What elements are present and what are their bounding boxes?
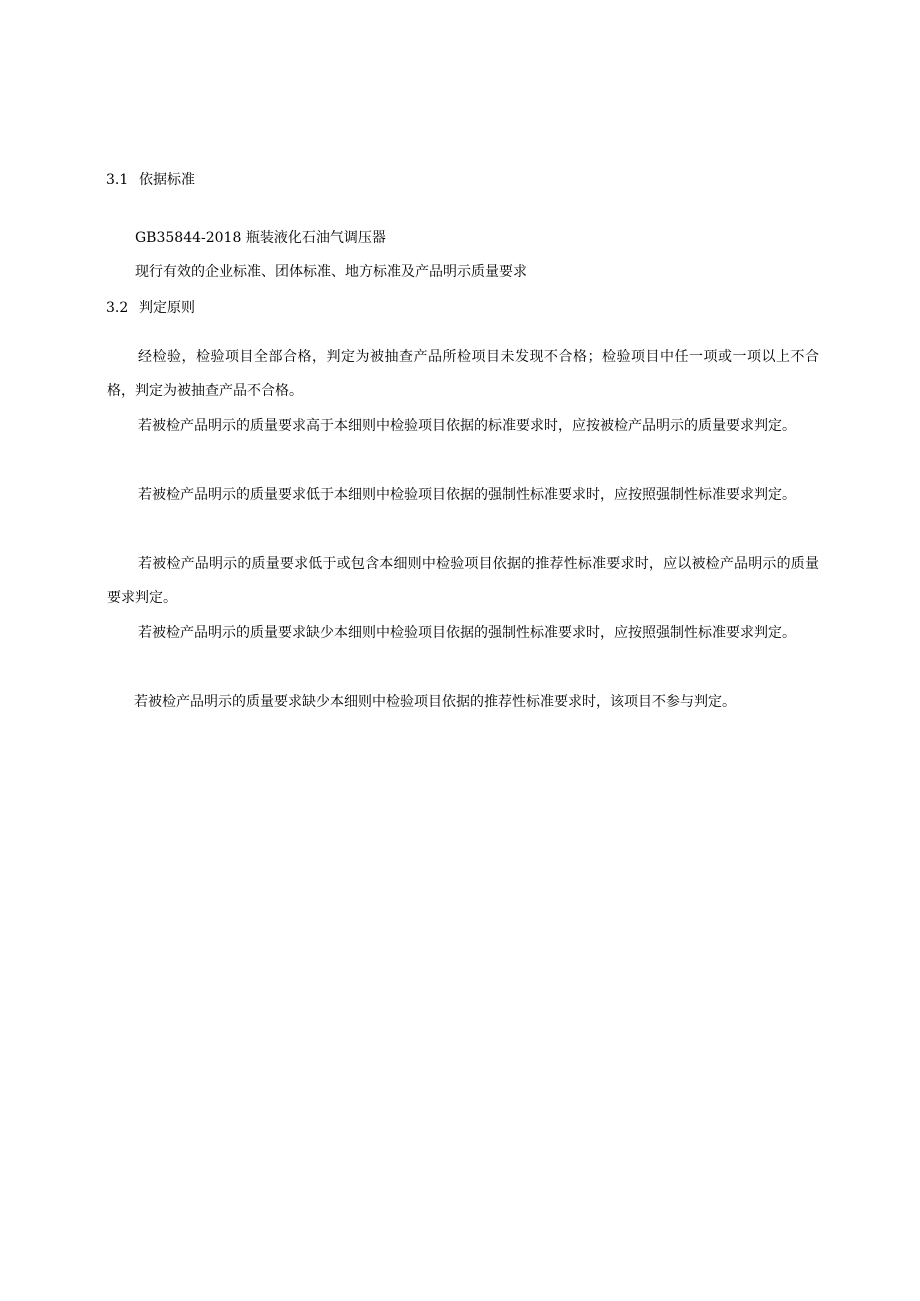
section-title: 依据标准 [139, 172, 195, 188]
standard-item: 现行有效的企业标准、团体标准、地方标准及产品明示质量要求 [135, 264, 527, 280]
judgment-paragraph: 若被检产品明示的质量要求低于本细则中检验项目依据的强制性标准要求时，应按照强制性标准要求判定。 [138, 487, 796, 503]
judgment-paragraph: 若被检产品明示的质量要求缺少本细则中检验项目依据的强制性标准要求时，应按照强制性标准要求判定。 [138, 625, 796, 641]
section-title: 判定原则 [139, 300, 195, 316]
judgment-paragraph: 若被检产品明示的质量要求低于或包含本细则中检验项目依据的推荐性标准要求时，应以被检产品明示的质量要求判定。 [107, 556, 819, 606]
section-heading-3-2 [106, 298, 195, 318]
standard-item: GB35844-2018 瓶装液化石油气调压器 [135, 230, 386, 246]
judgment-paragraph: 若被检产品明示的质量要求缺少本细则中检验项目依据的推荐性标准要求时，该项目不参与判定。 [134, 694, 736, 710]
section-number: 3.2 [106, 300, 129, 316]
section-number: 3.1 [106, 172, 129, 188]
section-heading-3-1 [106, 170, 195, 190]
judgment-paragraph: 经检验，检验项目全部合格，判定为被抽查产品所检项目未发现不合格；检验项目中任一项或一项以上不合格，判定为被抽查产品不合格。 [107, 349, 819, 399]
judgment-paragraph: 若被检产品明示的质量要求高于本细则中检验项目依据的标准要求时，应按被检产品明示的质量要求判定。 [138, 418, 796, 434]
